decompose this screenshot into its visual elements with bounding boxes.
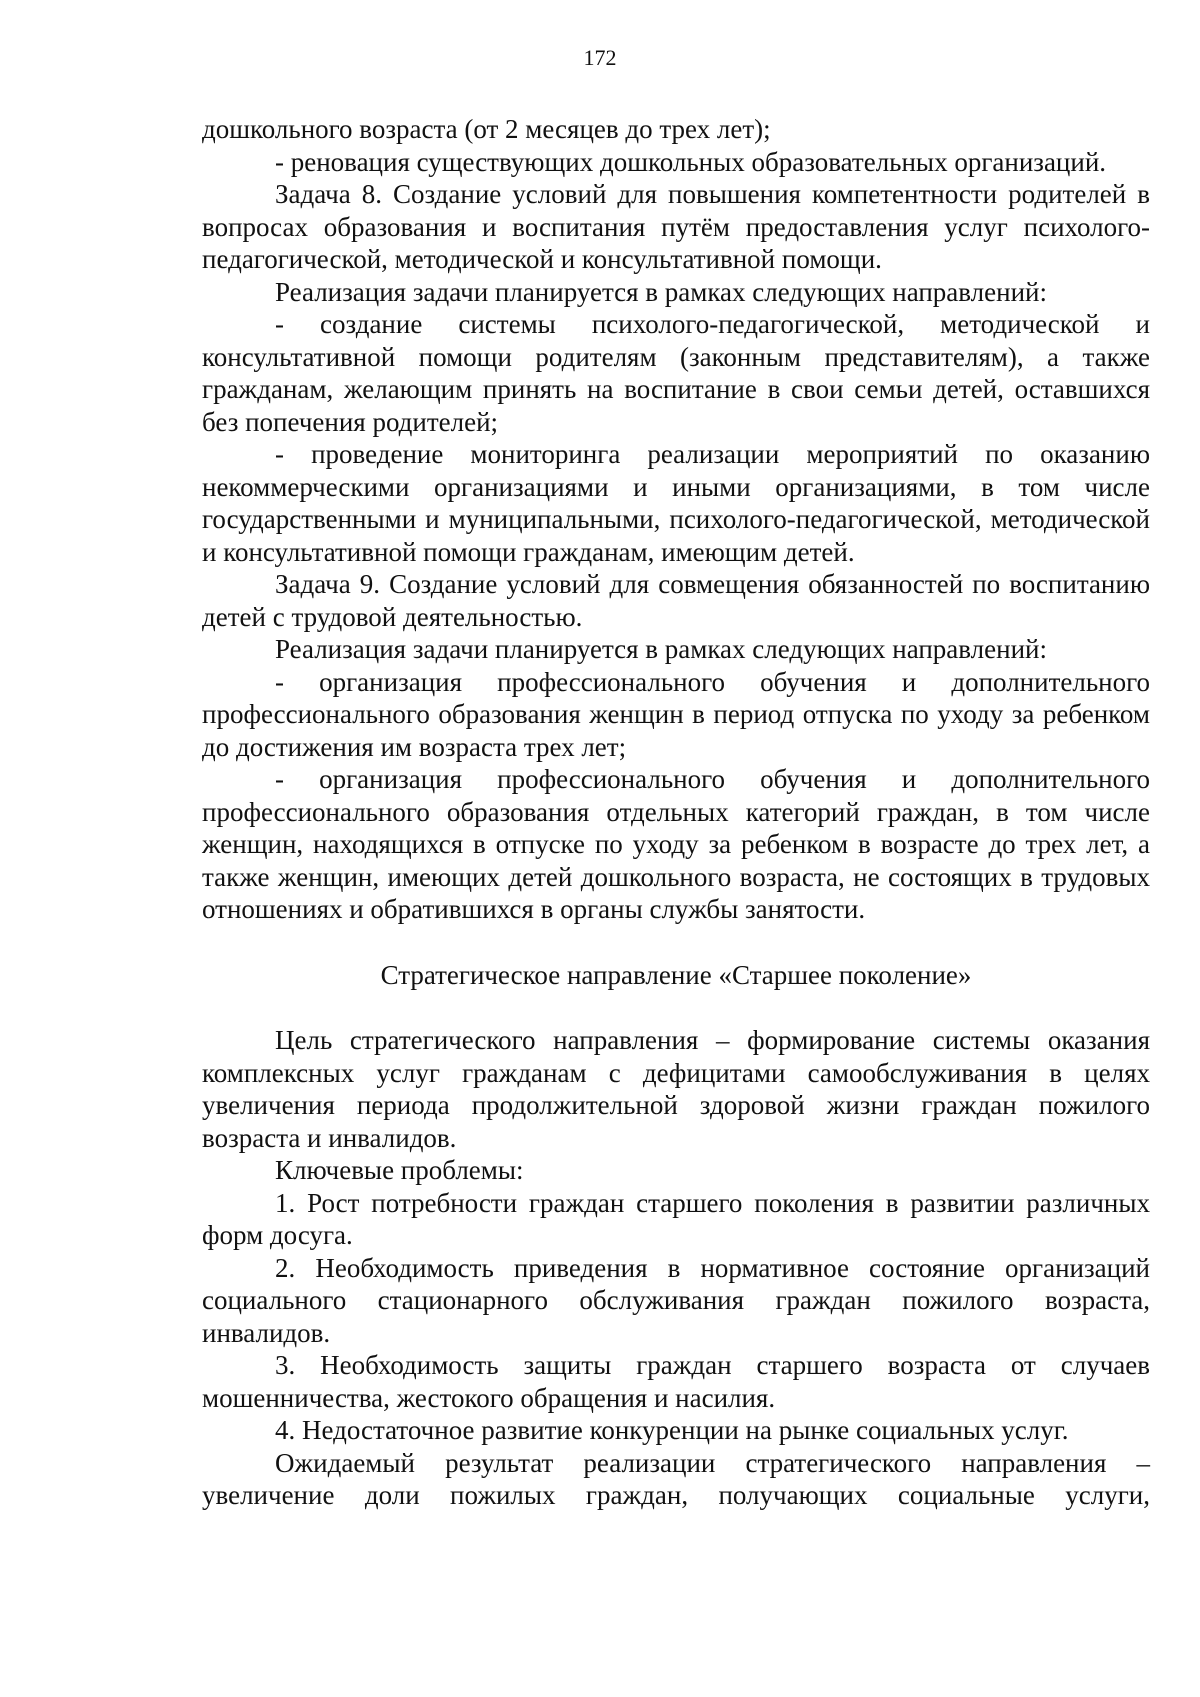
- document-body: [202, 113, 1150, 1512]
- paragraph-3: Реализация задачи планируется в рамках следующих направлений:: [275, 276, 1047, 307]
- paragraph-0: дошкольного возраста (от 2 месяцев до трех лет);: [202, 114, 771, 144]
- paragraph-5: - проведение мониторинга реализации мероприятий по оказанию некоммерческими организациями и иными организациями, в том числе государственными и муниципальными, психолого-педагогической, методической и консультативной помощи гражданам, имеющим детей.: [202, 439, 1150, 567]
- paragraph-8: - организация профессионального обучения и дополнительного профессионального образования женщин в период отпуска по уходу за ребенком до достижения им возраста трех лет;: [202, 666, 1150, 762]
- section-paragraph-2: 1. Рост потребности граждан старшего поколения в развитии различных форм досуга.: [202, 1187, 1150, 1250]
- paragraph-7: Реализация задачи планируется в рамках следующих направлений:: [275, 634, 1047, 664]
- section-paragraph-5: 4. Недостаточное развитие конкуренции на рынке социальных услуг.: [275, 1415, 1069, 1445]
- section-paragraph-1: Ключевые проблемы:: [275, 1155, 524, 1185]
- section-paragraph-6: Ожидаемый результат реализации стратегического направления – увеличение доли пожилых граждан, получающих социальные услуги,: [202, 1447, 1150, 1510]
- section-paragraph-3: 2. Необходимость приведения в нормативное состояние организаций социального стационарного обслуживания граждан пожилого возраста, инвалидов.: [202, 1252, 1150, 1348]
- paragraph-9: - организация профессионального обучения и дополнительного профессионального образования отдельных категорий граждан, в том числе женщин, находящихся в отпуске по уходу за ребенком в возрасте до трех лет, а также женщин, имеющих детей дошкольного возраста, не состоящих в трудовых отношениях и обратившихся в органы службы занятости.: [202, 764, 1150, 924]
- page-number: 172: [583, 45, 617, 70]
- section-paragraph-0: Цель стратегического направления – формирование системы оказания комплексных услуг гражданам с дефицитами самообслуживания в целях увеличения периода продолжительной здоровой жизни граждан пожилого возраста и инвалидов.: [202, 1025, 1150, 1153]
- section-heading: Стратегическое направление «Старшее поколение»: [380, 959, 972, 990]
- paragraph-6: Задача 9. Создание условий для совмещения обязанностей по воспитанию детей с трудовой деятельностью.: [202, 569, 1150, 632]
- paragraph-4: - создание системы психолого-педагогической, методической и консультативной помощи родителям (законным представителям), а также гражданам, желающим принять на воспитание в свои семьи детей, оставшихся без попечения родителей;: [202, 309, 1150, 437]
- paragraph-1: - реновация существующих дошкольных образовательных организаций.: [275, 146, 1107, 177]
- paragraph-2: Задача 8. Создание условий для повышения компетентности родителей в вопросах образования и воспитания путём предоставления услуг психолого-педагогической, методической и консультативной помощи.: [202, 179, 1150, 274]
- section-paragraph-4: 3. Необходимость защиты граждан старшего возраста от случаев мошенничества, жестокого обращения и насилия.: [202, 1350, 1150, 1413]
